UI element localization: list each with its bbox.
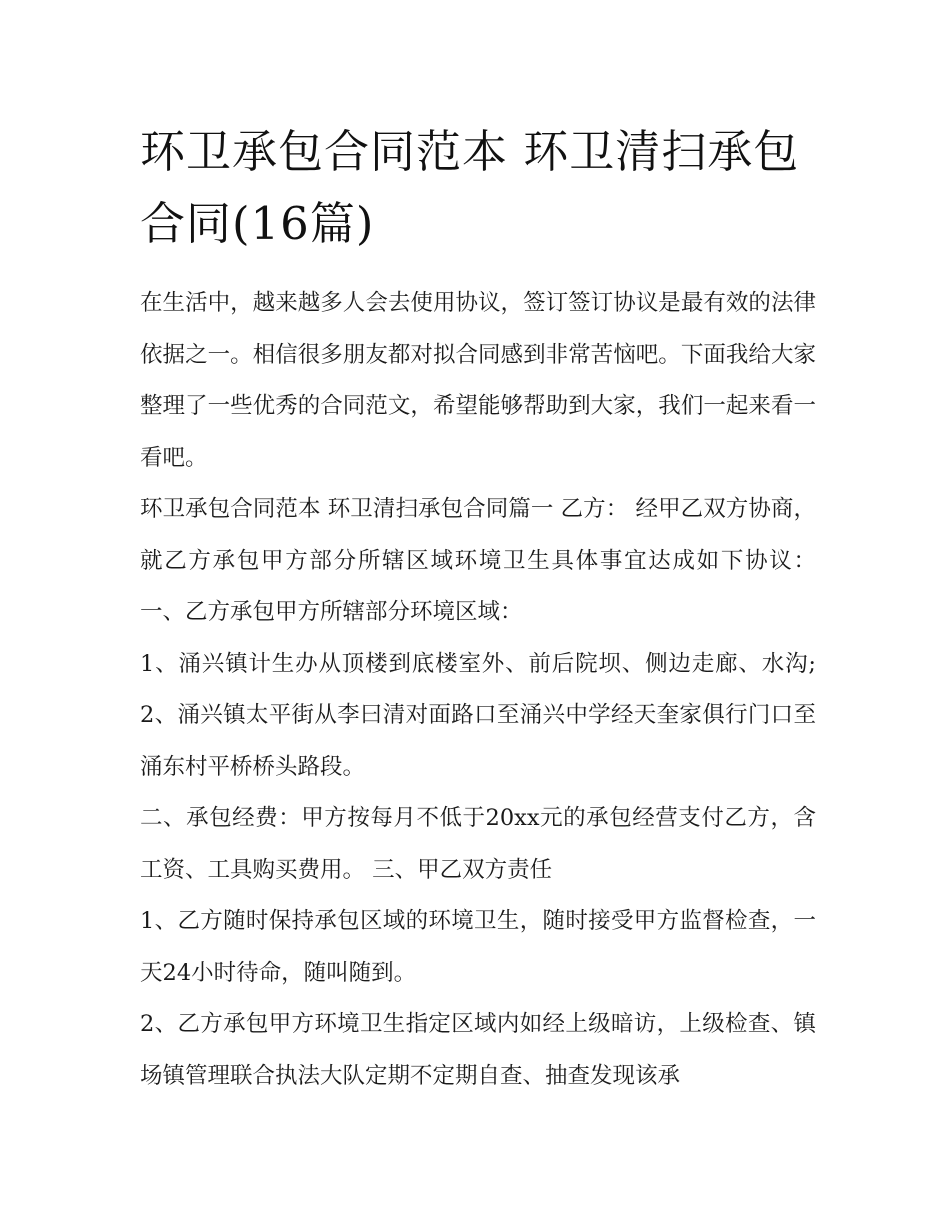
paragraph-fee: 二、承包经费：甲方按每月不低于20xx元的承包经营支付乙方，含工资、工具购买费用。 三、甲乙双方责任 <box>140 805 816 883</box>
document-body <box>140 278 816 1102</box>
document-title: 环卫承包合同范本 环卫清扫承包合同(16篇) <box>140 125 800 250</box>
paragraph-intro: 在生活中，越来越多人会去使用协议，签订签订协议是最有效的法律依据之一。相信很多朋友都对拟合同感到非常苦恼吧。下面我给大家整理了一些优秀的合同范文，希望能够帮助到大家，我们一起来看一看吧。 <box>140 290 816 471</box>
paragraph-contract-opening: 环卫承包合同范本 环卫清扫承包合同篇一 乙方： 经甲乙双方协商，就乙方承包甲方部分所辖区域环境卫生具体事宜达成如下协议： 一、乙方承包甲方所辖部分环境区域： <box>140 496 816 625</box>
paragraph-responsibility-1: 1、乙方随时保持承包区域的环境卫生，随时接受甲方监督检查，一天24小时待命，随叫随到。 <box>140 908 816 986</box>
paragraph-responsibility-2: 2、乙方承包甲方环境卫生指定区域内如经上级暗访，上级检查、镇场镇管理联合执法大队定期不定期自查、抽查发现该承 <box>140 1011 816 1089</box>
paragraph-area-items: 1、涌兴镇计生办从顶楼到底楼室外、前后院坝、侧边走廊、水沟; 2、涌兴镇太平街从李曰清对面路口至涌兴中学经天奎家俱行门口至涌东村平桥桥头路段。 <box>140 650 816 780</box>
